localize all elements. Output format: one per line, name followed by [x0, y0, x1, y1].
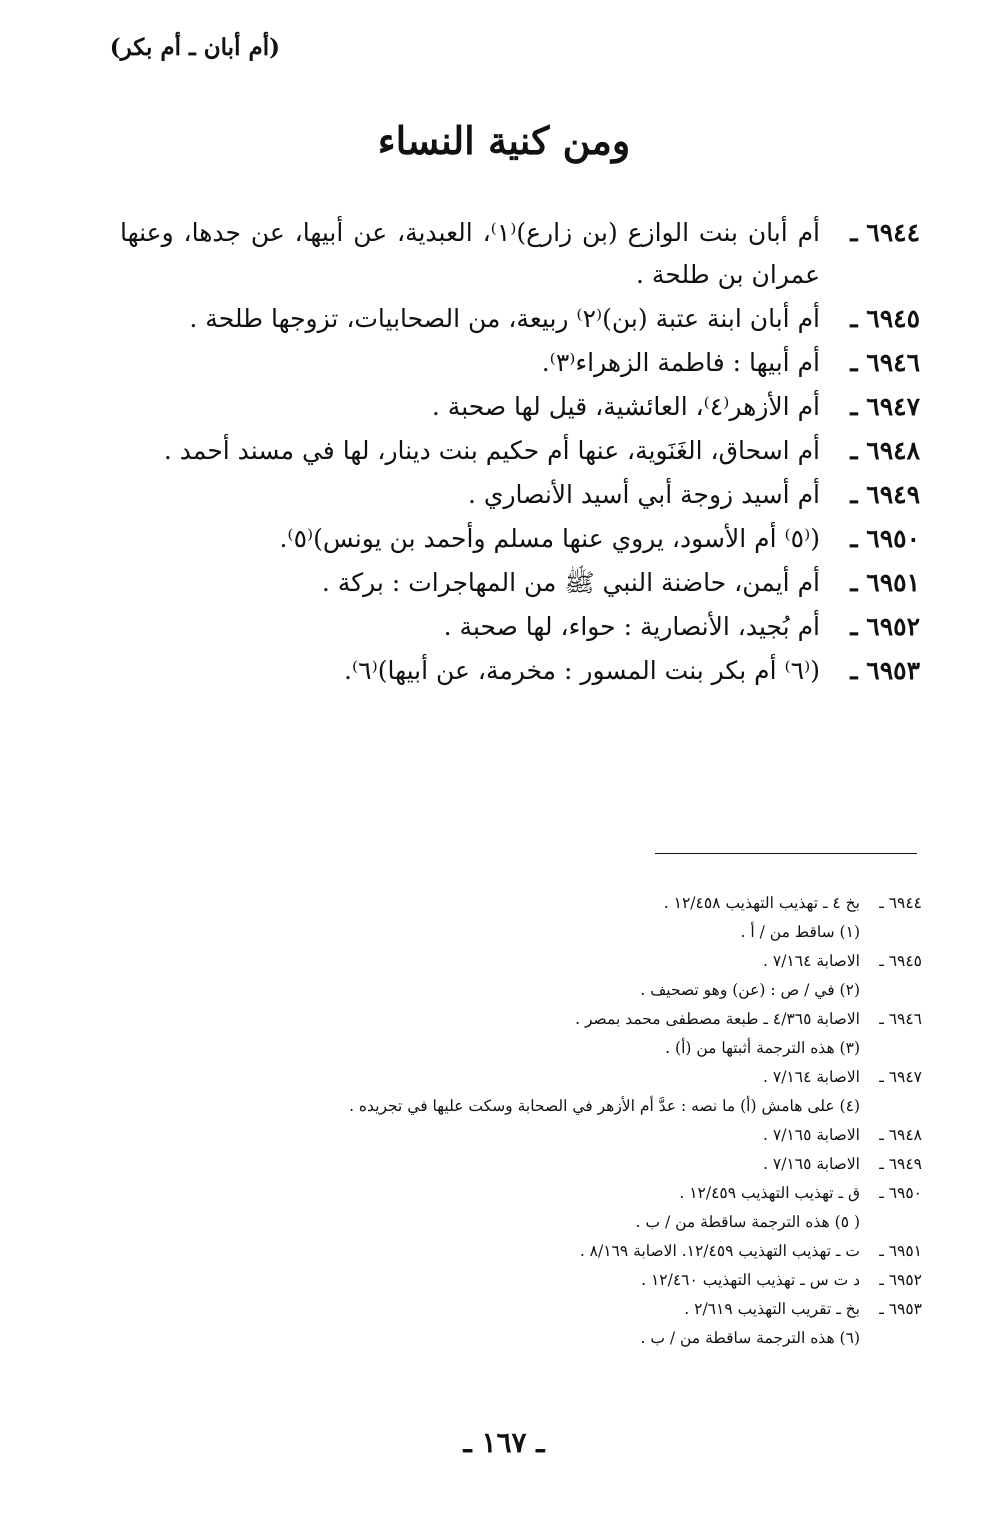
entries-list [120, 212, 920, 694]
page-number: ـ ١٦٧ ـ [463, 1426, 545, 1459]
entry-text: أم أسيد زوجة أبي أسيد الأنصاري . [467, 480, 820, 509]
entry [120, 430, 920, 472]
footnote-line [102, 1092, 922, 1121]
footnote-ref [860, 1092, 922, 1121]
footnote-line [102, 1063, 922, 1092]
entry [120, 562, 920, 604]
entry-text: (⁽٥⁾ أم الأسود، يروي عنها مسلم وأحمد بن يونس)⁽٥⁾. [279, 524, 820, 553]
footnote-line [102, 1150, 922, 1179]
footnote-text: الاصابة ٧/١٦٤ . [763, 952, 860, 970]
footnote-ref: ٦٩٥٠ ـ [879, 1184, 922, 1202]
entry-number: ٦٩٤٨ ـ [850, 436, 920, 465]
entry [120, 298, 920, 340]
footnote-divider [655, 853, 917, 854]
entry-number: ٦٩٤٥ ـ [850, 304, 920, 333]
footnote-text: (٣) هذه الترجمة أثبتها من (أ) . [665, 1039, 860, 1057]
footnote-text: (٦) هذه الترجمة ساقطة من / ب . [640, 1329, 860, 1347]
footnote-line [102, 1266, 922, 1295]
entry [120, 650, 920, 692]
entry-number: ٦٩٥١ ـ [850, 568, 920, 597]
footnote-ref: ٦٩٥٣ ـ [879, 1300, 922, 1318]
entry-text: أم اسحاق، الغَنَوية، عنها أم حكيم بنت دينار، لها في مسند أحمد . [163, 436, 820, 465]
footnote-line [102, 1208, 922, 1237]
footnote-ref: ٦٩٤٤ ـ [879, 894, 922, 912]
footnote-text: (٢) في / ص : (عن) وهو تصحيف . [640, 981, 860, 999]
footnote-text: الاصابة ٤/٣٦٥ ـ طبعة مصطفى محمد بمصر . [575, 1010, 860, 1028]
footnote-line [102, 976, 922, 1005]
footnote-text: ت ـ تهذيب التهذيب ١٢/٤٥٩. الاصابة ٨/١٦٩ . [579, 1242, 860, 1260]
footnote-text: د ت س ـ تهذيب التهذيب ١٢/٤٦٠ . [641, 1271, 860, 1289]
footnote-text: بخ ـ تقريب التهذيب ٢/٦١٩ . [684, 1300, 860, 1318]
footnote-line [102, 918, 922, 947]
entry-number: ٦٩٤٧ ـ [850, 392, 920, 421]
entry-number: ٦٩٥٠ ـ [850, 524, 920, 553]
entry-text: (⁽٦⁾ أم بكر بنت المسور : مخرمة، عن أبيها)⁽٦⁾. [344, 656, 820, 685]
entry-number: ٦٩٥٢ ـ [850, 612, 920, 641]
entry-text: أم الأزهر⁽٤⁾، العائشية، قيل لها صحبة . [431, 392, 820, 421]
footnote-line [102, 947, 922, 976]
footnote-ref: ٦٩٤٩ ـ [879, 1155, 922, 1173]
footnote-ref: ٦٩٤٧ ـ [879, 1068, 922, 1086]
footnote-text: (١) ساقط من / أ . [740, 923, 860, 941]
footnote-ref [860, 1324, 922, 1353]
entry-number: ٦٩٥٣ ـ [850, 656, 920, 685]
entry-number: ٦٩٤٦ ـ [850, 348, 920, 377]
entry-text: أم بُجيد، الأنصارية : حواء، لها صحبة . [443, 612, 820, 641]
entry [120, 474, 920, 516]
footnote-text: ق ـ تهذيب التهذيب ١٢/٤٥٩ . [679, 1184, 860, 1202]
footnote-line [102, 1034, 922, 1063]
footnote-ref: ٦٩٤٥ ـ [879, 952, 922, 970]
footnote-text: (٤) على هامش (أ) ما نصه : عدَّ أم الأزهر في الصحابة وسكت عليها في تجريده . [349, 1097, 860, 1115]
footnote-ref: ٦٩٥٢ ـ [879, 1271, 922, 1289]
footnotes [102, 889, 922, 1353]
entry [120, 386, 920, 428]
entry-text: أم أيمن، حاضنة النبي ﷺ من المهاجرات : بركة . [321, 568, 820, 597]
footnote-ref [860, 1034, 922, 1063]
entry [120, 606, 920, 648]
footnote-line [102, 889, 922, 918]
section-title: ومن كنية النساء [377, 118, 631, 163]
entry [120, 342, 920, 384]
footnote-ref [860, 1208, 922, 1237]
entry [120, 212, 920, 296]
footnote-text: ( ٥) هذه الترجمة ساقطة من / ب . [635, 1213, 860, 1231]
entry-text: أم أبيها : فاطمة الزهراء⁽٣⁾. [541, 348, 820, 377]
footnote-text: الاصابة ٧/١٦٤ . [763, 1068, 860, 1086]
footnote-ref [860, 976, 922, 1005]
running-header: (أم أبان ـ أم بكر) [109, 34, 280, 61]
footnote-line [102, 1295, 922, 1324]
entry-text: أم أبان ابنة عتبة (بن)⁽٢⁾ ربيعة، من الصحابيات، تزوجها طلحة . [189, 304, 820, 333]
footnote-ref [860, 918, 922, 947]
entry-number: ٦٩٤٤ ـ [850, 218, 920, 247]
footnote-line [102, 1005, 922, 1034]
footnote-line [102, 1237, 922, 1266]
footnote-text: الاصابة ٧/١٦٥ . [763, 1126, 860, 1144]
entry-number: ٦٩٤٩ ـ [850, 480, 920, 509]
entry [120, 518, 920, 560]
footnote-text: بخ ٤ ـ تهذيب التهذيب ١٢/٤٥٨ . [663, 894, 860, 912]
footnote-line [102, 1121, 922, 1150]
footnote-line [102, 1179, 922, 1208]
footnote-ref: ٦٩٥١ ـ [879, 1242, 922, 1260]
footnote-ref: ٦٩٤٨ ـ [879, 1126, 922, 1144]
footnote-ref: ٦٩٤٦ ـ [879, 1010, 922, 1028]
entry-text: أم أبان بنت الوازع (بن زارع)⁽١⁾، العبدية، عن أبيها، عن جدها، وعنها عمران بن طلحة . [120, 218, 820, 289]
footnote-line [102, 1324, 922, 1353]
footnote-text: الاصابة ٧/١٦٥ . [763, 1155, 860, 1173]
